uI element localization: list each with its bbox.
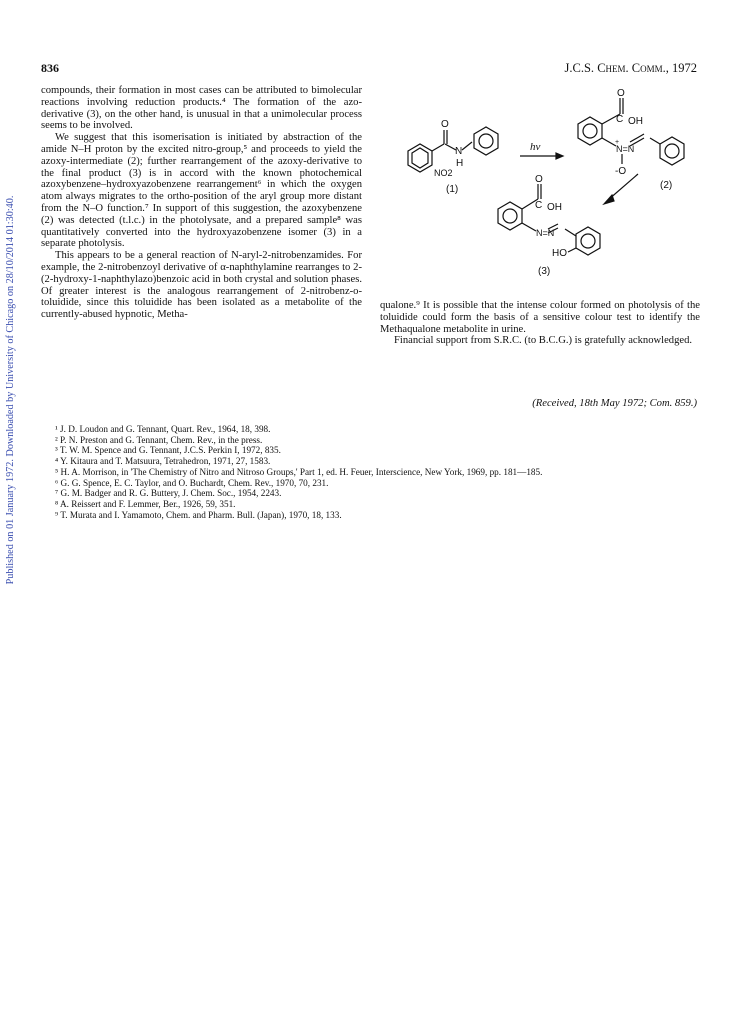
c3-oh: OH <box>547 202 562 213</box>
c2-carbonyl-o: O <box>617 88 625 99</box>
reference-7: ⁷ G. M. Badger and R. G. Buttery, J. Chem. Soc., 1954, 2243. <box>55 488 282 499</box>
journal-year: , 1972 <box>665 61 697 75</box>
hv-label: hν <box>530 141 541 153</box>
left-column <box>41 85 362 321</box>
journal-name: Chem. Comm. <box>597 61 666 75</box>
c3-ho: HO <box>552 248 567 259</box>
c3-carbonyl-o: O <box>535 174 543 185</box>
c2-oh: OH <box>628 116 643 127</box>
paragraph-2: We suggest that this isomerisation is initiated by abstraction of the amide N–H proton by the excited nitro-group,⁵ and proceeds to yield the azoxy-intermediate (2); further rearrangement of the azoxy-derivative to the final product (3) is in accord with the known photochemical azoxybenzene–hydroxyazobenzene rearrangement⁶ in which the oxygen atom always migrates to the ortho-position of the aryl group more distant from the N–O function.⁷ In support of this suggestion, the azoxybenzene (2) was detected (t.l.c.) in the photolysate, and a prepared sample⁸ was quantitatively converted into the hydroxyazobenzene isomer (3) in a separate photolysis. <box>41 132 362 250</box>
ring-1b <box>474 127 498 155</box>
paragraph-5: Financial support from S.R.C. (to B.C.G.) is gratefully acknowledged. <box>394 335 693 347</box>
publication-watermark: Published on 01 January 1972. Downloaded by University of Chicago on 28/10/2014 01:30:40. <box>5 195 16 585</box>
c1-n: N <box>455 146 463 157</box>
c2-plus: + <box>615 139 620 146</box>
c1-carbonyl-o: O <box>441 119 449 130</box>
received-line: (Received, 18th May 1972; Com. 859.) <box>532 398 697 409</box>
journal-header <box>565 61 697 76</box>
ring-3b-inner <box>581 234 595 248</box>
ring-1b-inner <box>479 134 493 148</box>
reaction-scheme-svg <box>398 84 710 294</box>
label-3: (3) <box>538 266 551 277</box>
reference-3: ³ T. W. M. Spence and G. Tennant, J.C.S. Perkin I, 1972, 835. <box>55 445 281 456</box>
page-number: 836 <box>41 61 59 75</box>
c1-no2: NO2 <box>434 168 453 178</box>
c2-azoxy: N=N <box>616 144 635 154</box>
c2-c: C <box>616 114 624 125</box>
ring-2b <box>660 137 684 165</box>
paragraph-3: This appears to be a general reaction of N-aryl-2-nitrobenzamides. For example, the 2-nitrobenzoyl derivative of α-naphthylamine rearranges to 2-(2-hydroxy-1-naphthylazo)benzoic acid in both crystal and solution phases. Of greater interest is the analogous rearrangement of 2-nitrobenz-o-toluidide, since this toluidide has been isolated as a metabolite of the currently-abused hypnotic, Metha- <box>41 250 362 321</box>
ring-2b-inner <box>665 144 679 158</box>
c3-c: C <box>535 200 543 211</box>
reference-5: ⁵ H. A. Morrison, in 'The Chemistry of Nitro and Nitroso Groups,' Part 1, ed. H. Feuer, Interscience, New York, 1969, pp. 181—185. <box>55 466 543 477</box>
c1-h: H <box>456 158 464 169</box>
ring-2a-inner <box>583 124 597 138</box>
label-2: (2) <box>660 180 673 191</box>
ring-1a-inner <box>412 148 428 168</box>
paragraph-1: compounds, their formation in most cases can be attributed to bimolecular reactions involving reduction products.⁴ The formation of the azo-derivative (3), on the other hand, is unusual in that a unimolecular process seems to be involved. <box>41 85 362 132</box>
reference-8: ⁸ A. Reissert and F. Lemmer, Ber., 1926, 59, 351. <box>55 498 236 509</box>
label-1: (1) <box>446 184 459 195</box>
c2-oxide: -O <box>615 166 627 177</box>
reference-1: ¹ J. D. Loudon and G. Tennant, Quart. Rev., 1964, 18, 398. <box>55 424 271 434</box>
c3-azo: N=N <box>536 228 555 238</box>
ring-2a <box>578 117 602 145</box>
reference-6: ⁶ G. G. Spence, E. C. Taylor, and O. Buchardt, Chem. Rev., 1970, 70, 231. <box>55 477 329 488</box>
reference-9: ⁹ T. Murata and I. Yamamoto, Chem. and Pharm. Bull. (Japan), 1970, 18, 133. <box>55 509 342 520</box>
ring-3b <box>576 227 600 255</box>
ring-3a-inner <box>503 209 517 223</box>
reaction-scheme <box>398 84 710 294</box>
paragraph-4: qualone.⁹ It is possible that the intense colour formed on photolysis of the toluidide could form the basis of a sensitive colour test to identify the Methaqualone metabolite in urine. <box>380 300 700 335</box>
references <box>55 424 725 520</box>
right-column <box>380 300 700 347</box>
reference-2: ² P. N. Preston and G. Tennant, Chem. Rev., in the press. <box>55 434 263 445</box>
journal-prefix: J.C.S. <box>564 61 598 75</box>
ring-3a <box>498 202 522 230</box>
reference-4: ⁴ Y. Kitaura and T. Matsuura, Tetrahedron, 1971, 27, 1583. <box>55 456 271 467</box>
